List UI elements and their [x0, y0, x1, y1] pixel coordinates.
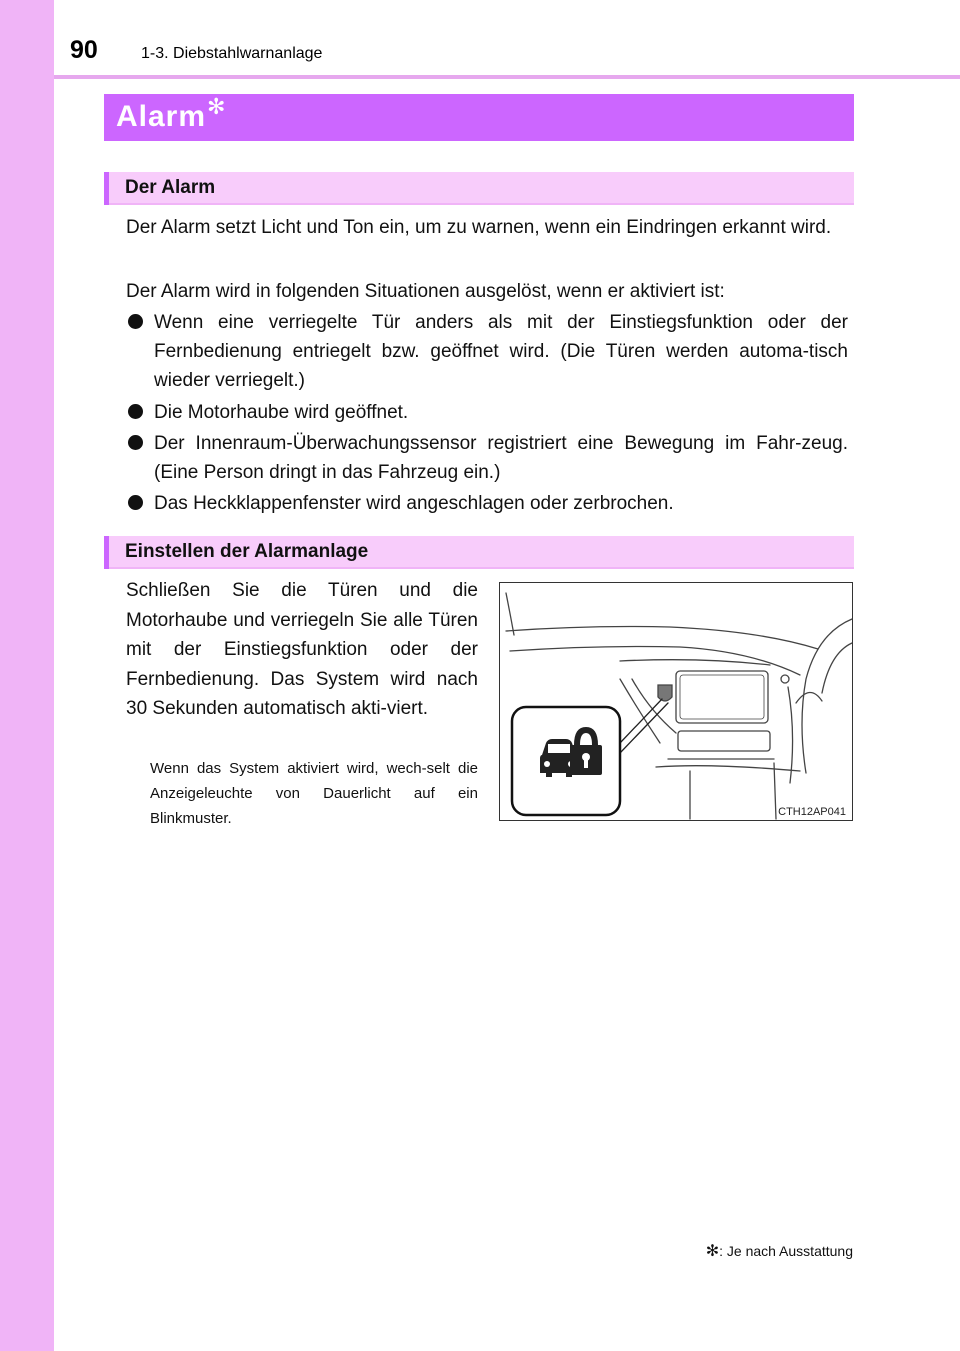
dashboard-illustration [499, 582, 853, 821]
chapter-title: 1-3. Diebstahlwarnanlage [141, 45, 323, 62]
subheading-label: Der Alarm [125, 177, 216, 198]
list-item-text: Das Heckklappenfenster wird angeschlagen oder zerbrochen. [154, 493, 674, 514]
subheading-der-alarm [104, 172, 854, 205]
list-item-text: Die Motorhaube wird geöffnet. [154, 402, 409, 423]
alarm-intro: Der Alarm setzt Licht und Ton ein, um zu warnen, wenn ein Eindringen erkannt wird. [126, 217, 832, 238]
bullet-icon [128, 495, 143, 510]
list-item [126, 429, 848, 487]
subheading-label: Einstellen der Alarmanlage [125, 541, 369, 562]
alarm-trigger-lead: Der Alarm wird in folgenden Situationen ausgelöst, wenn er aktiviert ist: [126, 281, 725, 302]
setup-note: Wenn das System aktiviert wird, wech-selt die Anzeigeleuchte von Dauerlicht auf ein Blinkmuster. [150, 760, 478, 827]
asterisk-icon: ✻ [207, 94, 226, 119]
page-number: 90 [70, 36, 98, 64]
list-item [126, 308, 848, 395]
section-title: Alarm [116, 100, 207, 133]
bullet-icon [128, 314, 143, 329]
list-item [126, 398, 848, 427]
list-item-text: Wenn eine verriegelte Tür anders als mit der Einstiegsfunktion oder der Fernbedienung entriegelt bzw. geöffnet wird. (Die Türen werden automa-tisch wieder verriegelt.) [154, 312, 848, 391]
bullet-icon [128, 435, 143, 450]
setup-instructions: Schließen Sie die Türen und die Motorhaube und verriegeln Sie alle Türen mit der Einstiegsfunktion oder der Fernbedienung. Das System wird nach 30 Sekunden automatisch akti-viert. [126, 580, 478, 719]
footnote-text: : Je nach Ausstattung [719, 1243, 853, 1259]
header-rule [54, 75, 960, 79]
section-title-bar [104, 94, 854, 141]
figure-code: CTH12AP041 [778, 806, 846, 818]
page-side-band [0, 0, 54, 1351]
dashboard-drawing [500, 583, 852, 820]
list-item [126, 489, 848, 518]
list-item-text: Der Innenraum-Überwachungssensor registriert eine Bewegung im Fahr-zeug. (Eine Person dringt in das Fahrzeug ein.) [154, 433, 848, 483]
footnote [706, 1241, 853, 1261]
bullet-icon [128, 404, 143, 419]
asterisk-icon: ✻ [705, 1243, 720, 1260]
subheading-einstellen [104, 536, 854, 569]
